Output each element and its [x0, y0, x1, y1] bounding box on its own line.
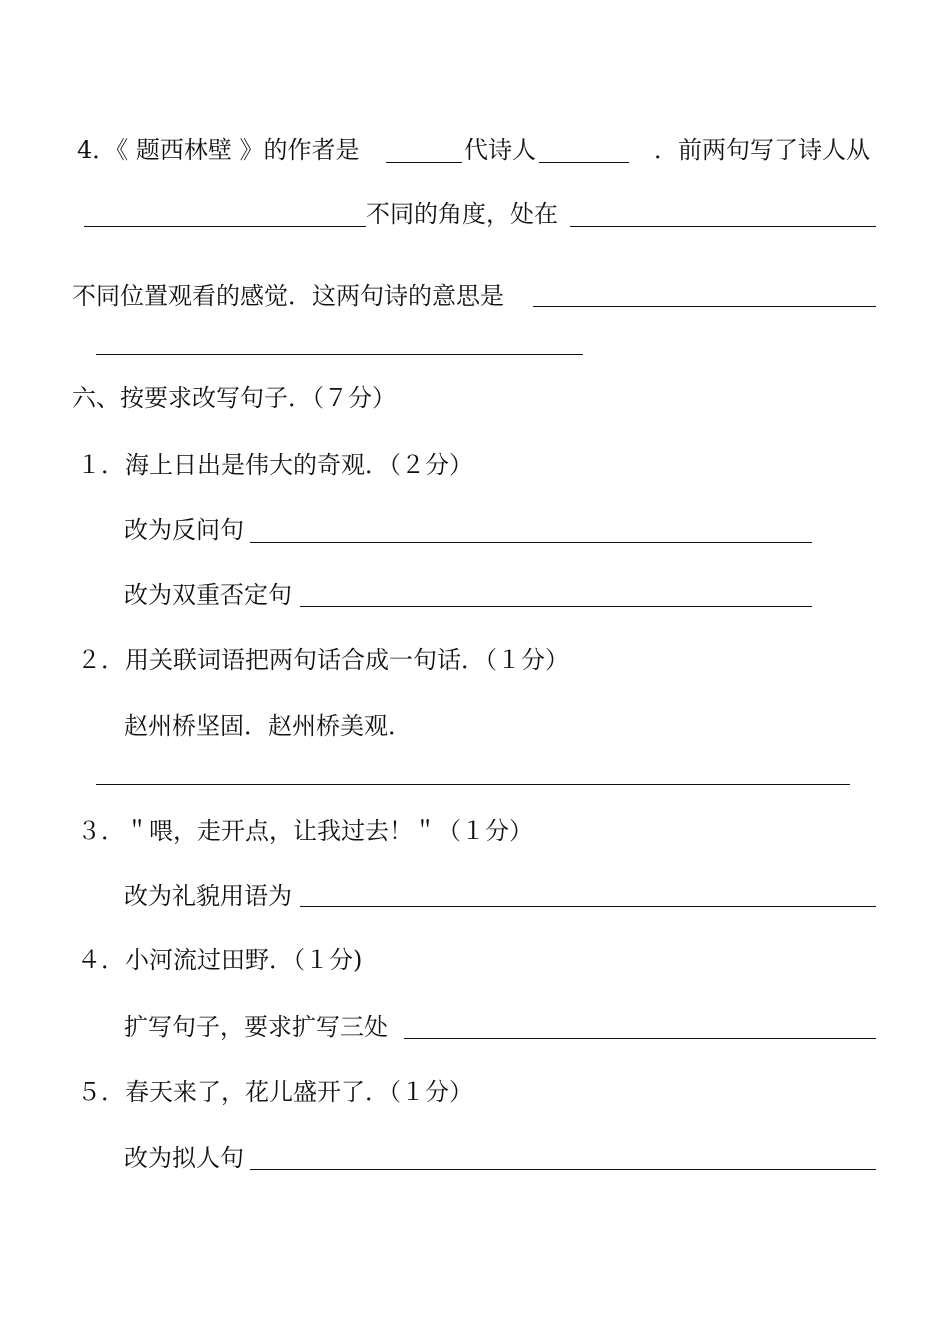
item4-blank-expand[interactable]	[404, 1038, 876, 1039]
item5-stem: ５．春天来了，花儿盛开了．（１分）	[77, 1078, 473, 1106]
item1-prompt-double-negative: 改为双重否定句	[124, 581, 292, 609]
item2-blank-answer[interactable]	[96, 784, 850, 785]
item2-sentence: 赵州桥坚固．赵州桥美观．	[124, 712, 412, 740]
q4-text-part4: 不同的角度，处在	[366, 200, 558, 228]
item3-prompt-polite: 改为礼貌用语为	[124, 882, 292, 910]
item1-blank-double-negative[interactable]	[300, 606, 812, 607]
q4-blank-poet[interactable]	[539, 162, 629, 163]
q4-blank-dynasty[interactable]	[386, 162, 462, 163]
q4-text-part2: 代诗人	[464, 136, 536, 164]
item2-stem: ２．用关联词语把两句话合成一句话．（１分）	[77, 646, 569, 674]
item1-prompt-rhetorical: 改为反问句	[124, 516, 244, 544]
q4-blank-meaning-continued[interactable]	[96, 354, 583, 355]
q4-blank-meaning[interactable]	[533, 306, 876, 307]
item5-blank-personification[interactable]	[250, 1169, 876, 1170]
q4-text-part5: 不同位置观看的感觉．这两句诗的意思是	[72, 282, 504, 310]
item4-stem: ４．小河流过田野．（１分)	[77, 946, 363, 974]
section6-heading: 六、按要求改写句子．（７分）	[72, 384, 396, 412]
q4-blank-position[interactable]	[570, 226, 876, 227]
q4-text-part3: ．前两句写了诗人从	[654, 136, 870, 164]
item1-blank-rhetorical[interactable]	[250, 542, 812, 543]
item3-blank-polite[interactable]	[300, 906, 876, 907]
item3-stem: ３．＂喂，走开点，让我过去！＂（１分）	[77, 817, 533, 845]
item5-prompt-personification: 改为拟人句	[124, 1144, 244, 1172]
item1-stem: １．海上日出是伟大的奇观．（２分）	[77, 451, 473, 479]
item4-prompt-expand: 扩写句子，要求扩写三处	[124, 1013, 388, 1041]
q4-blank-angle[interactable]	[84, 226, 366, 227]
q4-text-part1: 4．《 题西林壁 》的作者是	[77, 136, 360, 164]
